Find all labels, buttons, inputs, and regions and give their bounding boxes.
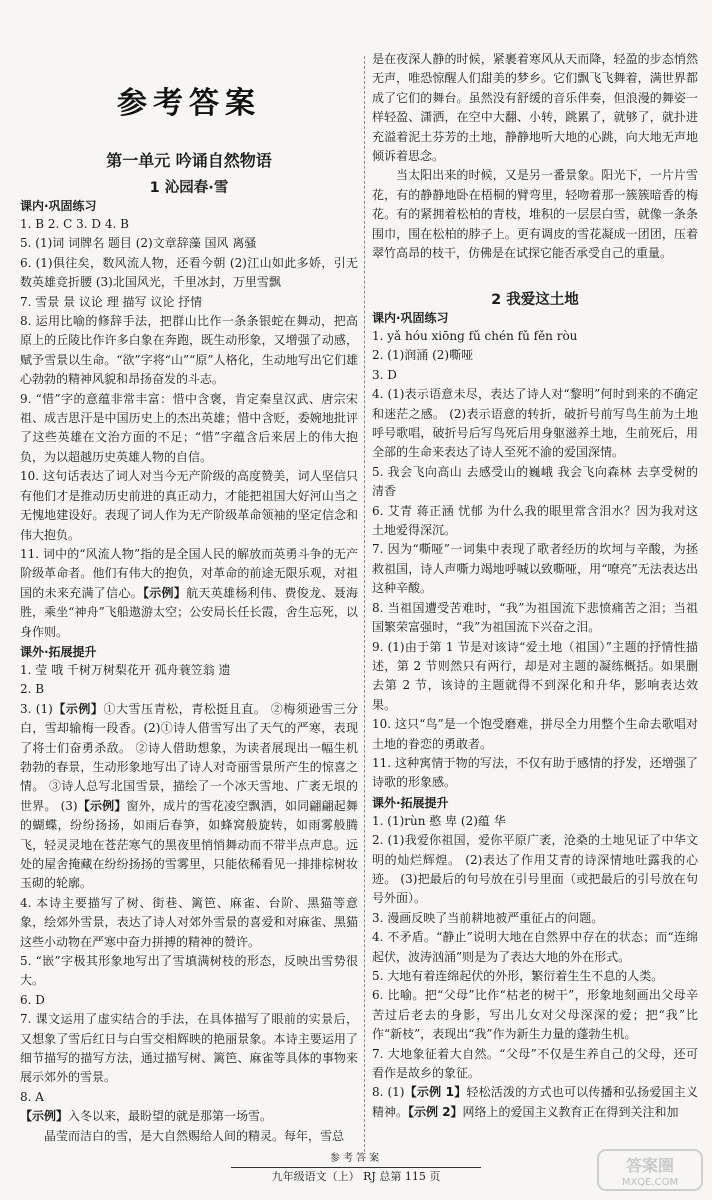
- answer-item: 9. “惜”字的意蕴非常丰富：惜中含褒，肯定秦皇汉武、唐宗宋祖、成吉思汗是中国历史上的杰出英雄；惜中含贬，委婉地批评了这些英雄在文治方面的不足；“惜”字蕴含后来居上的伟大抱负，为以超越历史英雄人物的自信。: [20, 391, 358, 464]
- answer-item: 2. (1)润涌 (2)嘶哑: [372, 348, 474, 363]
- page-footer: [150, 1152, 562, 1184]
- essay-paragraph: 晶莹而洁白的雪，是大自然赐给人间的精灵。每年，雪总: [44, 1128, 345, 1143]
- answer-item: 8. 运用比喻的修辞手法，把群山比作一条条银蛇在舞动，把高原上的丘陵比作许多白象在奔跑，既生动形象，又增强了动感，赋予雪景以生命。“欲”字将“山”“原”人格化，生动地写出它们雄心勃勃的精神风貌和昂扬奋发的斗志。: [20, 314, 358, 387]
- answer-item: 9. (1)由于第 1 节是对该诗“爱土地（祖国）”主题的抒情性描述，第 2 节则然只有两行，却是对主题的凝练概括。如果删去第 2 节，该诗的主题就得不到深化和升华，影响表达效果。: [372, 639, 698, 712]
- column-divider: [364, 56, 365, 1152]
- answer-item: 11. 这种寓情于物的写法，不仅有助于感情的抒发，还增强了诗歌的形象感。: [372, 755, 698, 790]
- watermark-logo: [596, 1146, 704, 1194]
- answer-item: 4. (1)表示语意未尽，表达了诗人对“黎明”何时到来的不确定和迷茫之感。 (2)表示语意的转折，破折号前写鸟生前为土地呼号歌唱，破折号后写鸟死后用身躯滋养土地，生前死后，用全部的生命来表达了诗人至死不渝的爱国深情。: [372, 387, 698, 460]
- lesson-1-section-extension: 课外·拓展提升: [20, 644, 97, 659]
- answer-item: 1. B 2. C 3. D 4. B: [20, 217, 129, 231]
- example-tag: 【示例】: [77, 798, 127, 813]
- example-tag: 【示例】: [52, 701, 104, 716]
- example-tag: 【示例】: [20, 1109, 69, 1124]
- answer-item: 6. (1)俱往矣，数风流人物，还看今朝 (2)江山如此多娇，引无数英雄竞折腰 (3)北国风光，千里冰封，万里雪飘: [20, 255, 358, 290]
- example-tag: 【示例】: [142, 585, 187, 600]
- footer-rule: [231, 1167, 481, 1168]
- lesson-1-body: [20, 198, 358, 1146]
- answer-item: 7. 雪景 景 议论 理 描写 议论 抒情: [20, 294, 203, 309]
- answer-item: 1. (1)rùn 憨 卑 (2)蕴 华: [372, 813, 506, 828]
- answer-item: 【示例】入冬以来，最盼望的就是那第一场雪。: [20, 1109, 273, 1124]
- answer-item: 5. “嵌”字极其形象地写出了雪填满树枝的形态，反映出雪势很大。: [20, 954, 358, 988]
- answer-item: 7. 大地象征着大自然。“父母”不仅是生养自己的父母，还可看作是故乡的象征。: [372, 1046, 698, 1081]
- footer-section-label: 参考答案: [330, 1153, 382, 1164]
- answer-item: 6. D: [20, 992, 45, 1007]
- watermark-url: MXQE.COM: [621, 1177, 679, 1188]
- answer-item: 3. 漫画反映了当前耕地被严重征占的问题。: [372, 910, 604, 925]
- lesson-2-body: [372, 310, 698, 1122]
- essay-continuation: [372, 50, 698, 263]
- answer-item: 7. 课文运用了虚实结合的手法，在具体描写了眼前的实景后，又想象了雪后红日与白雪交相辉映的艳丽景象。本诗主要运用了细节描写的描写方法，通过描写树、篱笆、麻雀等具体的事物来展示郊外的雪景。: [20, 1012, 358, 1085]
- lesson-2-section-extension: 课外·拓展提升: [372, 795, 449, 810]
- answer-item: 3. (1)【示例】①大雪压青松，青松挺且直。 ②梅须逊雪三分白，雪却输梅一段香。(2)①诗人借雪写出了天气的严寒，表现了将士们奋勇杀敌。 ②诗人借助想象，为读者展现出一幅生机勃勃的春景，生动形象地写出了诗人对奇丽雪景所产生的惊喜之情。 ③诗人总写北国雪景，描绘了一个冰天雪地、广袤无垠的世界。 (3)【示例】窗外，成片的雪花凌空飘洒，如同翩翩起舞的蝴蝶，纷纷扬扬，如雨后春笋，如蜂窝般旋转，如雨雾般腾飞，轻灵灵地在苍茫寒气的黑夜里悄悄舞动而不带半点声息。远处的屋舍掩藏在纷纷扬扬的雪雾里，只能依稀看见一排排棕树妆玉砌的轮廓。: [20, 701, 358, 891]
- essay-paragraph: 当太阳出来的时候，又是另一番景象。阳光下，一片片雪花，有的静静地卧在梧桐的臂弯里，轻吻着那一簇簇暗香的梅花。有的紧拥着松柏的青枝，堆积的一层层白雪，就像一条条围巾，围在松柏的脖子上。更有调皮的雪花凝成一团团，压着翠竹高昂的枝干，仿佛是在试探它能否承受自己的重量。: [372, 168, 698, 261]
- answer-item: 4. 本诗主要描写了树、街巷、篱笆、麻雀、台阶、黑猫等意象，绘郊外雪景，表达了诗人对郊外雪景的喜爱和对麻雀、黑猫这些小动物在严寒中奋力拼搏的精神的赞许。: [20, 895, 358, 949]
- answer-item: 3. D: [372, 367, 397, 382]
- answer-item: 2. (1)我爱你祖国，爱你平原广袤，沧桑的土地见证了中华文明的灿烂辉煌。 (2)表达了作用艾青的诗深情地吐露我的心迹。 (3)把最后的句号放在引号里面（或把最后的引号放在句号外面）。: [372, 833, 698, 906]
- watermark-text: 答案圈: [625, 1156, 675, 1175]
- answer-item: 8. (1)【示例 1】轻松活泼的方式也可以传播和弘扬爱国主义精神。【示例 2】网络上的爱国主义教育正在得到关注和加: [372, 1085, 698, 1119]
- answer-item: 2. B: [20, 682, 45, 697]
- answer-item: 10. 这只“鸟”是一个饱受磨难，拼尽全力用整个生命去歌唱对土地的眷恋的勇敢者。: [372, 717, 698, 751]
- answer-item: 1. yǎ hóu xiōng fǔ chén fǔ fěn ròu: [372, 329, 578, 343]
- lesson-2-title: 2 我爱这土地: [491, 292, 579, 308]
- lesson-1-title: 1 沁园春·雪: [149, 180, 229, 196]
- answer-item: 6. 艾青 蒋正涵 忧郁 为什么我的眼里常含泪水？因为我对这土地爱得深沉。: [372, 503, 698, 538]
- answer-item: 5. 我会飞向高山 去感受山的巍峨 我会飞向森林 去享受树的清香: [372, 464, 698, 499]
- lesson-1-section-in-class: 课内·巩固练习: [20, 199, 97, 213]
- example-tag: 【示例 1】: [404, 1085, 467, 1100]
- unit-title: 第一单元 吟诵自然物语: [106, 151, 272, 170]
- page-title: 参考答案: [117, 86, 261, 121]
- answer-item: 4. 不矛盾。“静止”说明大地在自然界中存在的状态；而“连绵起伏，波涛汹涌”则是为了表达大地的外在形式。: [372, 930, 698, 964]
- footer-page-info: 九年级语文（上） RJ 总第 115 页: [271, 1170, 441, 1183]
- example-tag: 【示例 2】: [408, 1104, 463, 1119]
- answer-item: 8. 当祖国遭受苦难时，“我”为祖国流下悲愤痛苦之泪；当祖国繁荣富强时，“我”为祖国流下兴奋之泪。: [372, 600, 698, 635]
- answer-item: 7. 因为“嘶哑”一词集中表现了歌者经历的坎坷与辛酸，为拯救祖国，诗人声嘶力竭地呼喊以致嘶哑，用“嘹亮”无法表达出这种辛酸。: [372, 542, 698, 596]
- answer-item: 1. 莹 哦 千树万树梨花开 孤舟蓑笠翁 遗: [20, 662, 231, 677]
- answer-item: 6. 比喻。把“父母”比作“枯老的树干”，形象地刻画出父母辛苦过后老去的身影，写出儿女对父母深深的爱；把“我”比作“新枝”，表现出“我”作为新生力量的蓬勃生机。: [372, 988, 698, 1042]
- essay-paragraph: 是在夜深人静的时候，紧裹着寒风从天而降，轻盈的步态悄然无声，唯恐惊醒人们甜美的梦乡。它们飘飞飞舞着，满世界都成了它们的舞台。虽然没有舒缓的音乐伴奏，但浪漫的舞姿一样轻盈、潇洒，在空中大翻、小转，跳累了，就够了，就扑进充溢着泥土芬芳的土地，静静地听大地的心跳，向大地无声地倾诉着思念。: [372, 52, 698, 164]
- answer-item: 5. 大地有着连绵起伏的外形，繁衍着生生不息的人类。: [372, 969, 664, 983]
- lesson-2-section-in-class: 课内·巩固练习: [372, 311, 449, 325]
- answer-item: 10. 这句话表达了词人对当今无产阶级的高度赞美，词人坚信只有他们才是推动历史前进的真正动力，才能把祖国大好河山当之无愧地建设好。表现了词人作为无产阶级革命领袖的坚定信念和伟大抱负。: [20, 469, 358, 542]
- answer-item: 5. (1)词 词牌名 题目 (2)文章辞藻 国风 离骚: [20, 236, 257, 251]
- answer-item: 8. A: [20, 1089, 44, 1104]
- answer-item: 11. 词中的“风流人物”指的是全国人民的解放而英勇斗争的无产阶级革命者。他们有伟大的抱负，对革命的前途无限乐观，对祖国的未来充满了信心。【示例】航天英雄杨利伟、费俊龙、聂海胜，乘坐“神舟”飞船遨游太空；公安局长任长霞，舍生忘死，以身作则。: [20, 546, 358, 639]
